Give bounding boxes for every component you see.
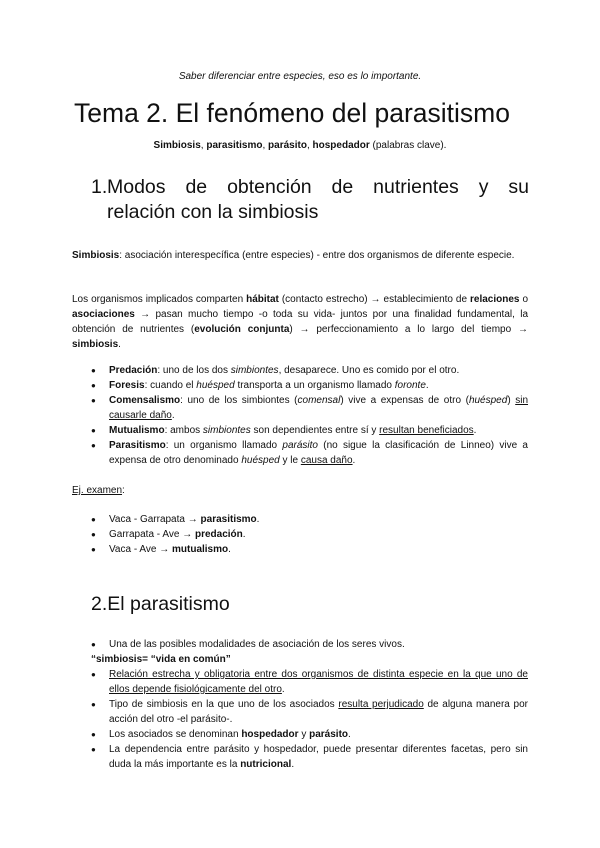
list-text: y <box>298 729 310 740</box>
paragraph-text: Los organismos implicados comparten <box>72 294 247 305</box>
relation-text: . <box>352 455 356 466</box>
relation-term: Comensalismo <box>109 395 181 406</box>
list-item <box>91 667 528 697</box>
relation-term: Predación <box>109 365 158 376</box>
list-item <box>91 742 528 772</box>
list-item <box>91 512 391 527</box>
section-1-heading <box>91 175 529 225</box>
example-text: Vaca - Ave → <box>109 544 172 555</box>
example-text: Vaca - Garrapata → <box>109 514 201 525</box>
section-2-number: 2. <box>91 593 108 615</box>
bold-term-simbiosis: simbiosis <box>72 339 119 350</box>
bold-term-asociaciones: asociaciones <box>72 309 135 320</box>
relation-text: . <box>473 425 477 436</box>
examples-label <box>72 483 528 498</box>
example-end: . <box>228 544 231 555</box>
relation-italic: parásito <box>282 440 318 451</box>
example-end: . <box>242 529 246 540</box>
relation-underlined: causa daño <box>300 455 353 466</box>
relation-underlined: sin causarle daño <box>109 395 529 421</box>
list-item <box>91 727 528 742</box>
relation-italic: simbiontes <box>230 365 279 376</box>
relation-text: transporta a un organismo llamado <box>234 380 395 391</box>
paragraph-text: (contacto estrecho) → establecimiento de <box>278 294 471 305</box>
keyword-separator: , <box>306 140 313 151</box>
examples-label-text: Ej. examen <box>72 485 123 496</box>
section-2-title: El parasitismo <box>107 593 230 615</box>
simbiosis-definition-text: : asociación interespecífica (entre especies) - entre dos organismos de diferente especie. <box>119 250 515 261</box>
keyword-hospedador: hospedador <box>312 140 370 151</box>
keyword-parasitismo: parasitismo <box>206 140 263 151</box>
bold-term-evolucion-conjunta: evolución conjunta <box>194 324 290 335</box>
relation-term: Foresis <box>109 380 145 391</box>
page-title: Tema 2. El fenómeno del parasitismo <box>74 98 510 128</box>
paragraph-text: → pasan mucho tiempo -o toda su vida- juntos por una finalidad fundamental, la obtención de nutrientes ( <box>72 309 528 335</box>
keyword-parasito: parásito <box>268 140 307 151</box>
list-item <box>91 527 391 542</box>
list-text: Una de las posibles modalidades de asociación de los seres vivos. <box>109 639 405 650</box>
relation-italic: huésped <box>468 395 508 406</box>
bold-term-relaciones: relaciones <box>470 294 520 305</box>
relation-underlined: resultan beneficiados <box>379 425 474 436</box>
relation-text: son dependientes entre sí y <box>250 425 380 436</box>
section-1-title-line2: relación con la simbiosis <box>107 201 319 223</box>
section-1-number: 1. <box>91 176 108 198</box>
organismos-paragraph <box>72 292 528 352</box>
paragraph-text: o <box>519 294 529 305</box>
simbiosis-quote <box>91 652 528 667</box>
relation-text: : uno de los dos <box>157 365 231 376</box>
list-text: de alguna manera por acción del otro -el parásito-. <box>109 699 529 725</box>
relation-text: : cuando el <box>144 380 197 391</box>
list-underlined: resulta perjudicado <box>338 699 424 710</box>
list-item <box>91 637 528 652</box>
section-2-heading <box>91 592 230 617</box>
bold-term-habitat: hábitat <box>246 294 279 305</box>
examples-label-colon: : <box>122 485 125 496</box>
list-text: La dependencia entre parásito y hospedador, puede presentar diferentes facetas, pero sin duda la más importante es la <box>109 744 528 770</box>
paragraph-text: . <box>118 339 121 350</box>
example-bold: mutualismo <box>172 544 229 555</box>
relation-text: : ambos <box>164 425 203 436</box>
examples-list <box>91 512 391 557</box>
parasitismo-list <box>91 637 528 772</box>
relation-text: ) vive a expensas de otro ( <box>340 395 469 406</box>
relation-text: . <box>425 380 429 391</box>
list-item-mutualismo <box>91 423 528 438</box>
list-item <box>91 542 391 557</box>
keywords-tail: (palabras clave). <box>369 140 447 151</box>
list-item-predacion <box>91 363 528 378</box>
relation-text: , desaparece. Uno es comido por el otro. <box>278 365 460 376</box>
quote-text: “simbiosis= “vida en común” <box>91 654 231 665</box>
relation-text: ) <box>507 395 516 406</box>
list-item <box>91 697 528 727</box>
relation-italic: huésped <box>241 455 280 466</box>
keyword-simbiosis: Simbiosis <box>153 140 201 151</box>
relation-term: Mutualismo <box>109 425 165 436</box>
relation-italic: simbiontes <box>202 425 251 436</box>
list-text: . <box>291 759 295 770</box>
relation-text: (no sigue la clasificación de Linneo) vive a expensa de otro denominado <box>109 440 528 466</box>
list-text: . <box>348 729 351 740</box>
relation-term: Parasitismo <box>109 440 166 451</box>
keyword-separator: , <box>200 140 207 151</box>
relation-text: y le <box>279 455 301 466</box>
example-end: . <box>256 514 260 525</box>
relation-text: : un organismo llamado <box>165 440 283 451</box>
example-text: Garrapata - Ave → <box>109 529 195 540</box>
simbiosis-definition <box>72 248 528 263</box>
relation-italic: foronte <box>394 380 426 391</box>
paragraph-text: ) → perfeccionamiento a lo largo del tiempo → <box>289 324 528 335</box>
relation-italic: huésped <box>196 380 235 391</box>
section-1-title-line1: Modos de obtención de nutrientes y su <box>107 176 529 198</box>
list-bold: parásito <box>309 729 349 740</box>
list-text: Tipo de simbiosis en la que uno de los asociados <box>109 699 339 710</box>
list-text: . <box>281 684 285 695</box>
relation-text: : uno de los simbiontes ( <box>180 395 298 406</box>
header-note: Saber diferenciar entre especies, eso es lo importante. <box>178 71 422 82</box>
relation-text: . <box>171 410 175 421</box>
list-underlined: Relación estrecha y obligatoria entre dos organismos de distinta especie en la que uno de ellos depende fisiológicamente del otro <box>109 669 528 695</box>
simbiosis-term: Simbiosis <box>72 250 120 261</box>
list-item-foresis <box>91 378 528 393</box>
list-bold: nutricional <box>240 759 292 770</box>
list-item-comensalismo <box>91 393 528 423</box>
keywords-line <box>0 140 600 151</box>
example-bold: parasitismo <box>200 514 257 525</box>
example-bold: predación <box>194 529 243 540</box>
relation-italic: comensal <box>297 395 341 406</box>
list-item-parasitismo <box>91 438 528 468</box>
list-text: Los asociados se denominan <box>109 729 242 740</box>
relations-list <box>91 363 528 468</box>
keyword-separator: , <box>262 140 269 151</box>
list-bold: hospedador <box>241 729 299 740</box>
